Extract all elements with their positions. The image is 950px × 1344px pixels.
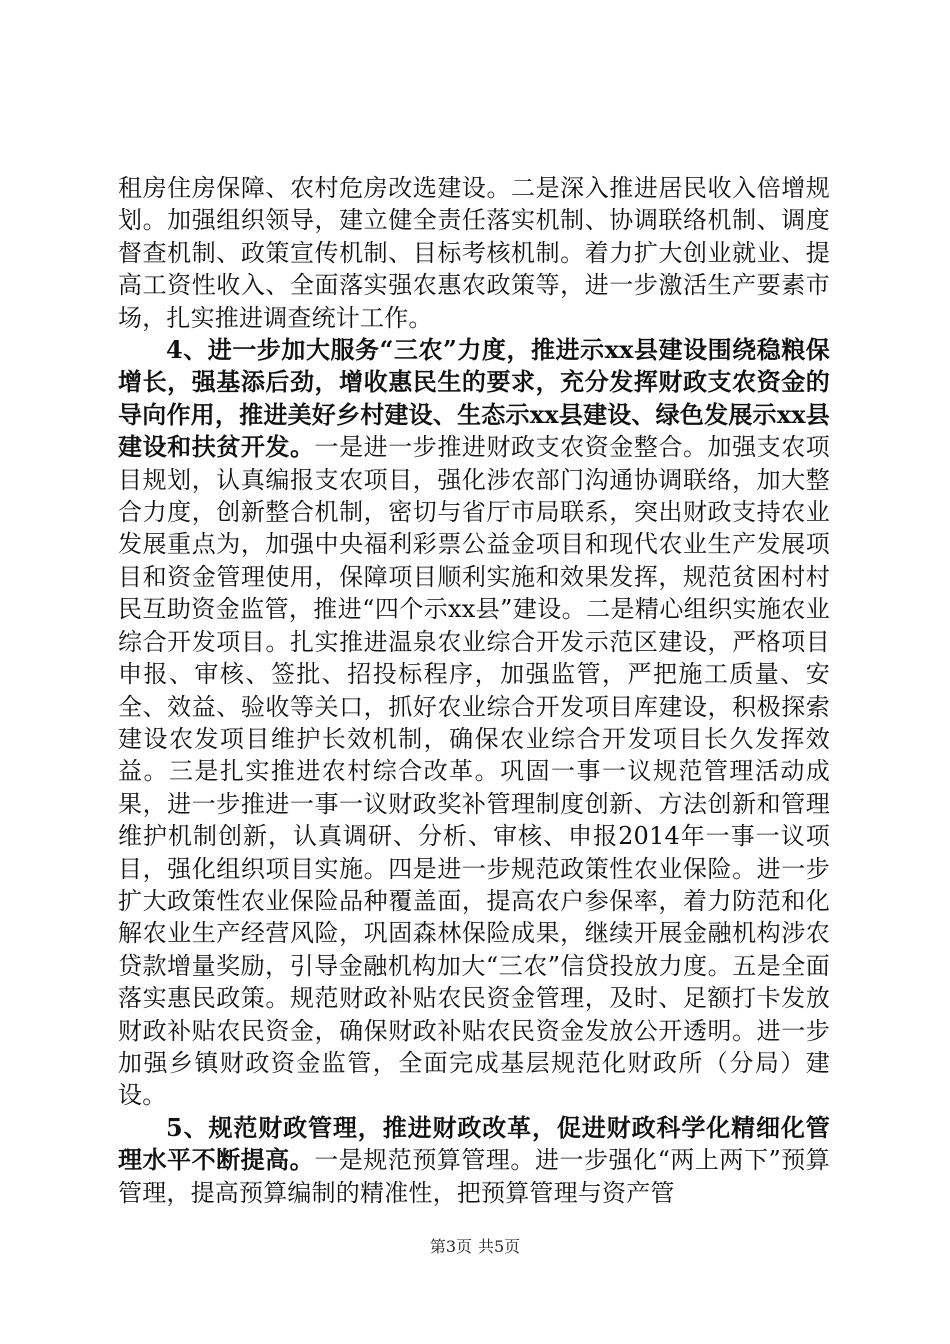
paragraph-3-text: 一是规范预算管理。进一步强化“两上两下”预算管理，提高预算编制的精准性，把预算管理与资产管 <box>118 1146 831 1207</box>
paragraph-3-lead: 5、规范财政管理，推进财政改革，促进财政科学化精细化管理水平不断提高。 <box>118 1112 830 1175</box>
paragraph-2-lead: 4、进一步加大服务“三农”力度，推进示xx县建设围绕稳粮保增长，强基添后劲，增收惠民生的要求，充分发挥财政支农资金的导向作用，推进美好乡村建设、生态示xx县建设、绿色发展示xx县建设和扶贫开发。 <box>118 335 830 462</box>
paragraph-2-text: 一是进一步推进财政支农资金整合。加强支农项目规划，认真编报支农项目，强化涉农部门沟通协调联络，加大整合力度，创新整合机制，密切与省厅市局联系，突出财政支持农业发展重点为，加强中央福利彩票公益金项目和现代农业生产发展项目和资金管理使用，保障项目顺利实施和效果发挥，规范贫困村村民互助资金监管，推进“四个示xx县”建设。二是精心组织实施农业综合开发项目。扎实推进温泉农业综合开发示范区建设，严格项目申报、审核、签批、招投标程序，加强监管，严把施工质量、安全、效益、验收等关口，抓好农业综合开发项目库建设，积极探索建设农发项目维护长效机制，确保农业综合开发项目长久发挥效益。三是扎实推进农村综合改革。巩固一事一议规范管理活动成果，进一步推进一事一议财政奖补管理制度创新、方法创新和管理维护机制创新，认真调研、分析、审核、申报2014年一事一议项目，强化组织项目实施。四是进一步规范政策性农业保险。进一步扩大政策性农业保险品种覆盖面，提高农户参保率，着力防范和化解农业生产经营风险，巩固森林保险成果，继续开展金融机构涉农贷款增量奖励，引导金融机构加大“三农”信贷投放力度。五是全面落实惠民政策。规范财政补贴农民资金管理，及时、足额打卡发放财政补贴农民资金，确保财政补贴农民资金发放公开透明。进一步加强乡镇财政资金监管，全面完成基层规范化财政所（分局）建设。 <box>118 433 830 1110</box>
page-footer <box>0 1234 950 1257</box>
paragraph-1 <box>118 172 830 334</box>
paragraph-3 <box>118 1112 830 1209</box>
page-number: 第3页 <box>429 1237 472 1256</box>
paragraph-2 <box>118 334 830 1112</box>
page-total: 共5页 <box>478 1237 521 1256</box>
paragraph-1-text: 租房住房保障、农村危房改选建设。二是深入推进居民收入倍增规划。加强组织领导，建立健全责任落实机制、协调联络机制、调度督查机制、政策宣传机制、目标考核机制。着力扩大创业就业、提高工资性收入、全面落实强农惠农政策等，进一步激活生产要素市场，扎实推进调查统计工作。 <box>118 174 830 332</box>
document-body <box>118 172 830 1209</box>
